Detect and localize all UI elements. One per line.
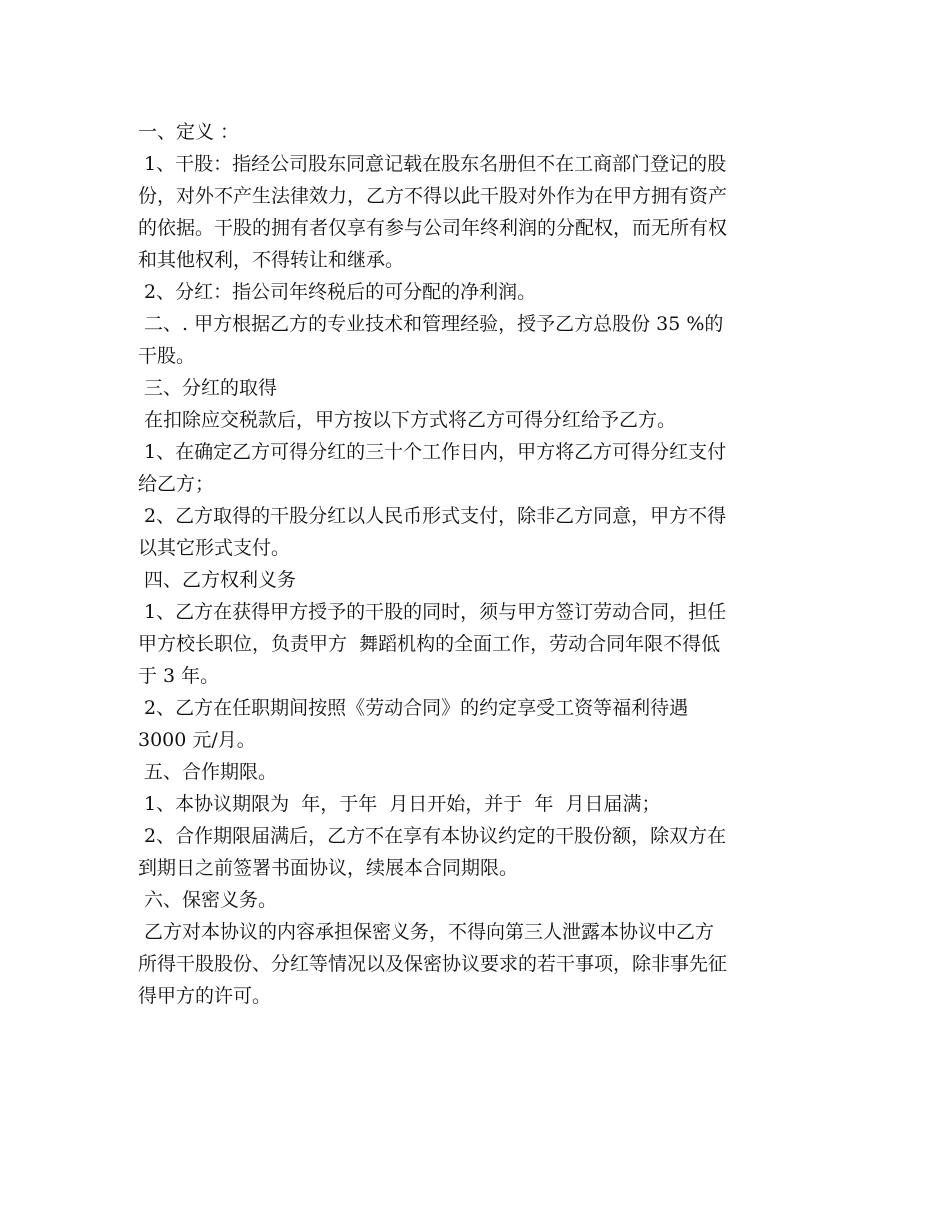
- paragraph: [138, 436, 818, 500]
- paragraph: [138, 404, 818, 436]
- document-body: [138, 116, 818, 1012]
- text-line: 得甲方的许可。: [138, 985, 272, 1007]
- text-line: 于 3 年。: [138, 665, 220, 687]
- text-line: 二、. 甲方根据乙方的专业技术和管理经验，授予乙方总股份 35 %的: [138, 313, 724, 335]
- section-heading: [138, 116, 818, 148]
- text-line: 五、合作期限。: [138, 761, 278, 783]
- section-heading: [138, 564, 818, 596]
- paragraph: [138, 596, 818, 692]
- text-line: 一、定义 ：: [138, 121, 240, 143]
- paragraph: [138, 916, 818, 1012]
- text-line: 乙方对本协议的内容承担保密义务，不得向第三人泄露本协议中乙方: [138, 921, 715, 943]
- text-line: 3000 元/月。: [138, 729, 256, 751]
- text-line: 2、乙方取得的干股分红以人民币形式支付，除非乙方同意，甲方不得: [138, 505, 727, 527]
- paragraph: [138, 276, 818, 308]
- text-line: 和其他权利，不得转让和继承。: [138, 249, 405, 271]
- text-line: 以其它形式支付。: [138, 537, 291, 559]
- text-line: 六、保密义务。: [138, 889, 278, 911]
- text-line: 1、干股：指经公司股东同意记载在股东名册但不在工商部门登记的股: [138, 153, 727, 175]
- paragraph: [138, 500, 818, 564]
- paragraph: [138, 820, 818, 884]
- text-line: 四、乙方权利义务: [138, 569, 297, 591]
- text-line: 到期日之前签署书面协议，续展本合同期限。: [138, 857, 519, 879]
- text-line: 三、分红的取得: [138, 377, 278, 399]
- text-line: 2、乙方在任职期间按照《劳动合同》的约定享受工资等福利待遇: [138, 697, 689, 719]
- text-line: 1、乙方在获得甲方授予的干股的同时，须与甲方签订劳动合同，担任: [138, 601, 727, 623]
- text-line: 在扣除应交税款后，甲方按以下方式将乙方可得分红给予乙方。: [138, 409, 677, 431]
- text-line: 甲方校长职位，负责甲方 舞蹈机构的全面工作，劳动合同年限不得低: [138, 633, 721, 655]
- text-line: 2、分红：指公司年终税后的可分配的净利润。: [138, 281, 537, 303]
- text-line: 所得干股股份、分红等情况以及保密协议要求的若干事项，除非事先征: [138, 953, 728, 975]
- section-heading: [138, 756, 818, 788]
- text-line: 干股。: [138, 345, 196, 367]
- section-heading: [138, 308, 818, 372]
- paragraph: [138, 788, 818, 820]
- text-line: 份，对外不产生法律效力，乙方不得以此干股对外作为在甲方拥有资产: [138, 185, 728, 207]
- text-line: 2、合作期限届满后，乙方不在享有本协议约定的干股份额，除双方在: [138, 825, 727, 847]
- paragraph: [138, 148, 818, 276]
- paragraph: [138, 692, 818, 756]
- text-line: 1、本协议期限为 年，于年 月日开始，并于 年 月日届满；: [138, 793, 661, 815]
- text-line: 给乙方；: [138, 473, 215, 495]
- section-heading: [138, 372, 818, 404]
- text-line: 1、在确定乙方可得分红的三十个工作日内，甲方将乙方可得分红支付: [138, 441, 727, 463]
- text-line: 的依据。干股的拥有者仅享有参与公司年终利润的分配权，而无所有权: [138, 217, 728, 239]
- section-heading: [138, 884, 818, 916]
